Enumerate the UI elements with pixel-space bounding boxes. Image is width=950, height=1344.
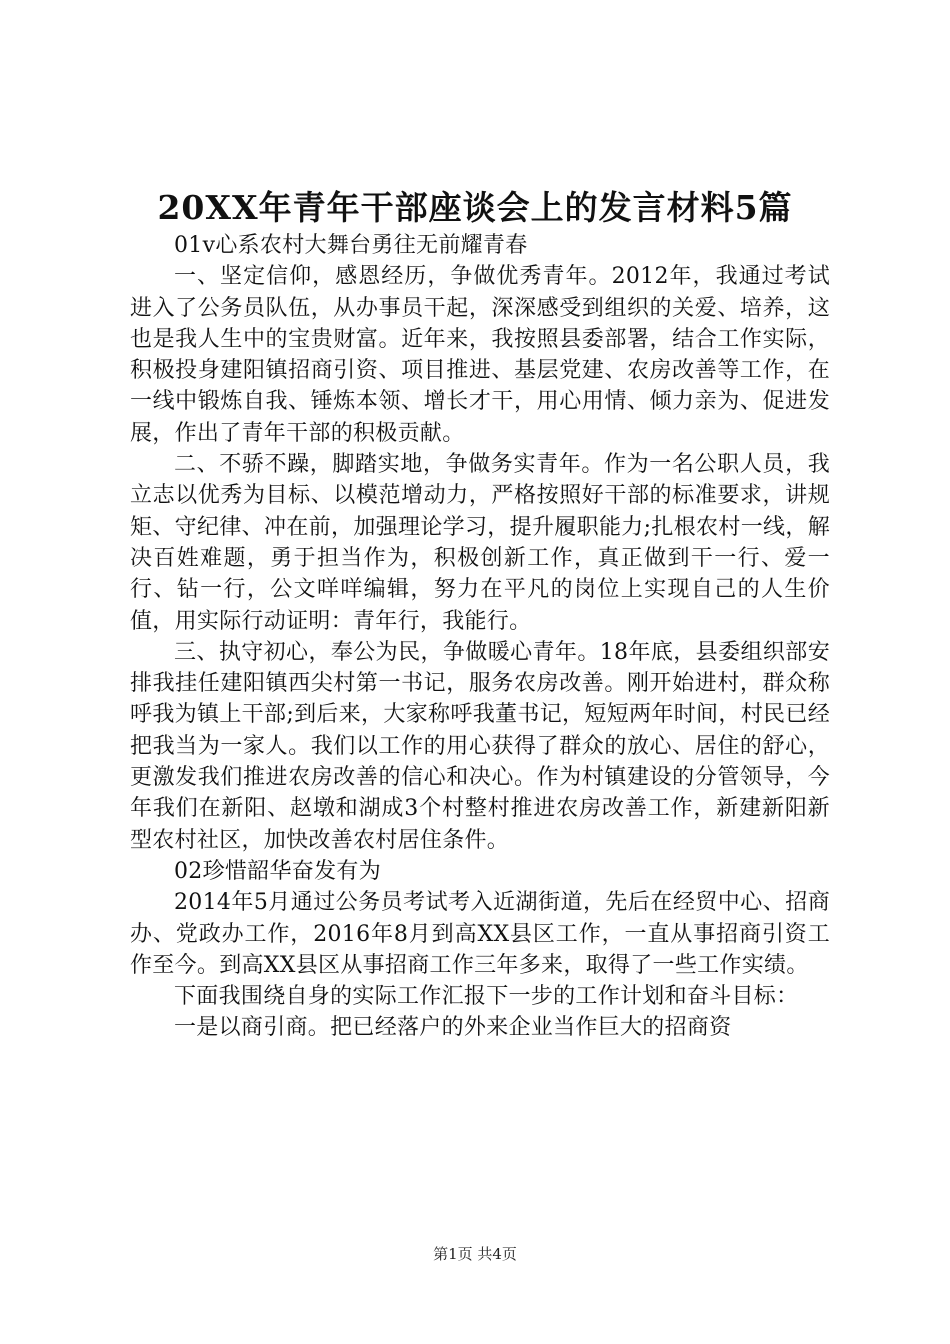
section-heading-02: 02珍惜韶华奋发有为 [174, 858, 381, 884]
section-heading-01: 01v心系农村大舞台勇往无前耀青春 [174, 233, 528, 258]
paragraph-7: 一是以商引商。把已经落户的外来企业当作巨大的招商资 [174, 1015, 732, 1041]
document-body [130, 230, 830, 1044]
page-number-footer: 第1页 共4页 [433, 1245, 517, 1263]
paragraph-5: 2014年5月通过公务员考试考入近湖街道，先后在经贸中心、招商办、党政办工作，2016年8月到高XX县区工作，一直从事招商引资工作至今。到高XX县区从事招商工作三年多来，取得了一些工作实绩。 [130, 890, 830, 978]
paragraph-1: 一、坚定信仰，感恩经历，争做优秀青年。2012年，我通过考试进入了公务员队伍，从办事员干起，深深感受到组织的关爱、培养，这也是我人生中的宝贵财富。近年来，我按照县委部署，结合工作实际，积极投身建阳镇招商引资、项目推进、基层党建、农房改善等工作，在一线中锻炼自我、锤炼本领、增长才干，用心用情、倾力亲为、促进发展，作出了青年干部的积极贡献。 [130, 264, 830, 446]
paragraph-6: 下面我围绕自身的实际工作汇报下一步的工作计划和奋斗目标： [174, 984, 799, 1010]
document-title: 20XX年青年干部座谈会上的发言材料5篇 [157, 188, 793, 227]
paragraph-2: 二、不骄不躁，脚踏实地，争做务实青年。作为一名公职人员，我立志以优秀为目标、以模范增动力，严格按照好干部的标准要求，讲规矩、守纪律、冲在前，加强理论学习，提升履职能力;扎根农村一线，解决百姓难题，勇于担当作为，积极创新工作，真正做到干一行、爱一行、钻一行，公文咩咩编辑，努力在平凡的岗位上实现自己的人生价值，用实际行动证明：青年行，我能行。 [130, 452, 830, 634]
paragraph-3: 三、执守初心，奉公为民，争做暖心青年。18年底，县委组织部安排我挂任建阳镇西尖村第一书记，服务农房改善。刚开始进村，群众称呼我为镇上干部;到后来，大家称呼我董书记，短短两年时间，村民已经把我当为一家人。我们以工作的用心获得了群众的放心、居住的舒心，更激发我们推进农房改善的信心和决心。作为村镇建设的分管领导，今年我们在新阳、赵墩和湖成3个村整村推进农房改善工作，新建新阳新型农村社区，加快改善农村居住条件。 [130, 639, 830, 853]
